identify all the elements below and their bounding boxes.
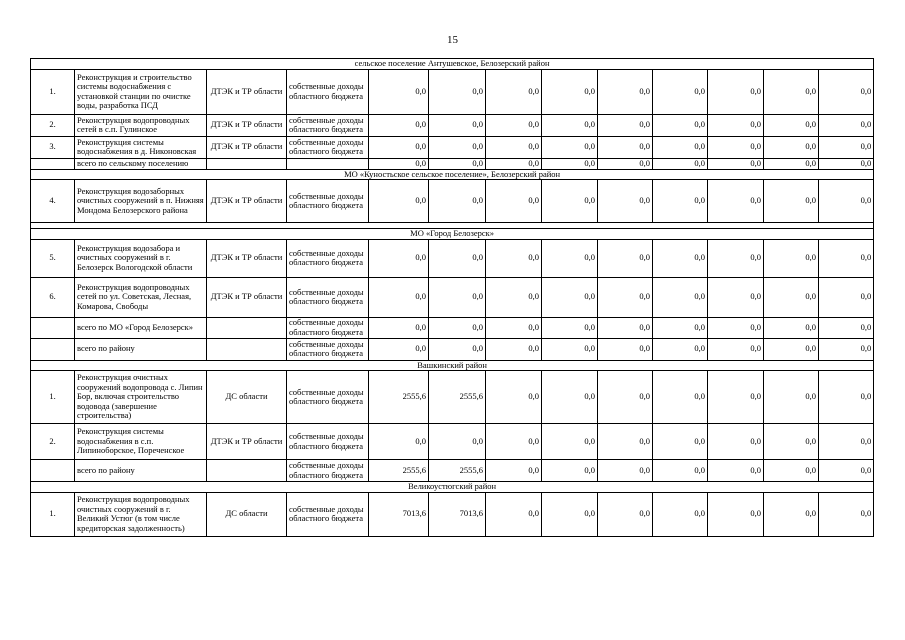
row-value: 0,0 <box>429 239 486 277</box>
row-value: 0,0 <box>708 180 764 223</box>
section-title: сельское поселение Антушевское, Белозерский район <box>31 59 874 70</box>
row-name: Реконструкция и строительство системы водоснабжения с установкой станции по очистке воды, разработка ПСД <box>75 69 207 114</box>
row-name: Реконструкция водозабора и очистных сооружений в г. Белозерск Вологодской области <box>75 239 207 277</box>
row-value: 0,0 <box>486 492 542 536</box>
row-value: 0,0 <box>369 136 429 158</box>
row-responsible: ДТЭК и ТР области <box>207 277 287 317</box>
row-value: 0,0 <box>819 69 874 114</box>
row-value: 0,0 <box>653 114 708 136</box>
row-value: 0,0 <box>598 317 653 338</box>
section-header-row <box>31 169 874 180</box>
row-funding-source: собственные доходы областного бюджета <box>287 277 369 317</box>
row-number: 4. <box>31 180 75 223</box>
row-name: Реконструкция системы водоснабжения в д. Никоновская <box>75 136 207 158</box>
row-value: 0,0 <box>542 158 598 169</box>
row-value: 2555,6 <box>369 371 429 424</box>
row-value: 0,0 <box>598 460 653 482</box>
row-value: 0,0 <box>653 69 708 114</box>
row-value: 0,0 <box>764 69 819 114</box>
row-value: 0,0 <box>542 114 598 136</box>
row-number <box>31 338 75 360</box>
row-responsible <box>207 338 287 360</box>
row-value: 0,0 <box>598 114 653 136</box>
table-row <box>31 371 874 424</box>
row-value: 0,0 <box>819 239 874 277</box>
table-row <box>31 239 874 277</box>
row-value: 0,0 <box>708 158 764 169</box>
row-value: 0,0 <box>369 180 429 223</box>
table-row <box>31 460 874 482</box>
row-value: 0,0 <box>486 239 542 277</box>
row-value: 0,0 <box>819 136 874 158</box>
row-number <box>31 158 75 169</box>
row-value: 0,0 <box>764 277 819 317</box>
row-value: 0,0 <box>764 424 819 460</box>
row-value: 0,0 <box>369 277 429 317</box>
row-value: 0,0 <box>369 114 429 136</box>
row-value: 0,0 <box>764 460 819 482</box>
row-value: 0,0 <box>429 277 486 317</box>
row-name: всего по району <box>75 338 207 360</box>
row-name: Реконструкция системы водоснабжения в с.п. Липиноборское, Пореченское <box>75 424 207 460</box>
row-funding-source: собственные доходы областного бюджета <box>287 180 369 223</box>
row-value: 0,0 <box>708 136 764 158</box>
table-row <box>31 114 874 136</box>
row-value: 0,0 <box>819 277 874 317</box>
row-value: 0,0 <box>542 338 598 360</box>
row-value: 0,0 <box>708 69 764 114</box>
row-value: 0,0 <box>369 239 429 277</box>
row-value: 0,0 <box>429 69 486 114</box>
row-value: 0,0 <box>598 239 653 277</box>
row-value: 0,0 <box>429 317 486 338</box>
row-responsible: ДС области <box>207 492 287 536</box>
section-title: МО «Город Белозерск» <box>31 229 874 240</box>
row-value: 0,0 <box>369 317 429 338</box>
row-value: 0,0 <box>369 158 429 169</box>
row-value: 0,0 <box>429 158 486 169</box>
row-name: всего по сельскому поселению <box>75 158 207 169</box>
row-value: 0,0 <box>819 460 874 482</box>
table-row <box>31 277 874 317</box>
row-value: 0,0 <box>486 136 542 158</box>
row-funding-source <box>287 158 369 169</box>
row-value: 0,0 <box>486 277 542 317</box>
row-value: 0,0 <box>653 158 708 169</box>
row-value: 2555,6 <box>429 371 486 424</box>
row-value: 0,0 <box>598 424 653 460</box>
row-name: Реконструкция очистных сооружений водопровода с. Липин Бор, включая строительство водовода (завершение строительства) <box>75 371 207 424</box>
row-value: 0,0 <box>708 317 764 338</box>
row-value: 0,0 <box>819 317 874 338</box>
row-funding-source: собственные доходы областного бюджета <box>287 239 369 277</box>
row-value: 0,0 <box>598 338 653 360</box>
row-funding-source: собственные доходы областного бюджета <box>287 460 369 482</box>
row-name: всего по МО «Город Белозерск» <box>75 317 207 338</box>
row-number: 5. <box>31 239 75 277</box>
row-value: 0,0 <box>653 424 708 460</box>
row-value: 2555,6 <box>369 460 429 482</box>
row-value: 7013,6 <box>369 492 429 536</box>
row-responsible <box>207 158 287 169</box>
row-responsible: ДТЭК и ТР области <box>207 69 287 114</box>
row-value: 0,0 <box>764 338 819 360</box>
row-value: 0,0 <box>764 317 819 338</box>
row-value: 0,0 <box>542 239 598 277</box>
row-responsible <box>207 460 287 482</box>
row-value: 0,0 <box>653 136 708 158</box>
row-value: 0,0 <box>653 338 708 360</box>
section-header-row <box>31 59 874 70</box>
section-title: Великоустюгский район <box>31 482 874 493</box>
row-value: 0,0 <box>764 114 819 136</box>
table-row <box>31 317 874 338</box>
row-value: 0,0 <box>486 69 542 114</box>
section-header-row <box>31 360 874 371</box>
row-value: 0,0 <box>708 424 764 460</box>
table-row <box>31 180 874 223</box>
row-value: 0,0 <box>542 136 598 158</box>
row-value: 0,0 <box>598 69 653 114</box>
row-value: 0,0 <box>598 371 653 424</box>
row-value: 0,0 <box>542 277 598 317</box>
row-value: 0,0 <box>819 158 874 169</box>
row-value: 0,0 <box>653 277 708 317</box>
row-value: 0,0 <box>369 424 429 460</box>
table-row <box>31 492 874 536</box>
row-name: Реконструкция водопроводных очистных сооружений в г. Великий Устюг (в том числе кредиторская задолженность) <box>75 492 207 536</box>
row-name: Реконструкция водопроводных сетей в с.п. Гулинское <box>75 114 207 136</box>
table-row <box>31 136 874 158</box>
row-value: 0,0 <box>542 317 598 338</box>
row-funding-source: собственные доходы областного бюджета <box>287 136 369 158</box>
row-value: 0,0 <box>653 180 708 223</box>
row-value: 0,0 <box>708 277 764 317</box>
table-row <box>31 69 874 114</box>
row-value: 0,0 <box>764 239 819 277</box>
row-value: 0,0 <box>819 338 874 360</box>
row-value: 0,0 <box>708 239 764 277</box>
budget-table <box>30 58 874 537</box>
row-value: 0,0 <box>708 114 764 136</box>
row-number: 1. <box>31 492 75 536</box>
row-funding-source: собственные доходы областного бюджета <box>287 371 369 424</box>
row-value: 0,0 <box>598 180 653 223</box>
row-value: 0,0 <box>708 338 764 360</box>
row-value: 0,0 <box>542 492 598 536</box>
row-value: 0,0 <box>819 492 874 536</box>
row-number <box>31 460 75 482</box>
row-number: 2. <box>31 114 75 136</box>
row-responsible: ДТЭК и ТР области <box>207 424 287 460</box>
row-value: 0,0 <box>542 460 598 482</box>
row-value: 0,0 <box>429 136 486 158</box>
table-row <box>31 158 874 169</box>
row-value: 0,0 <box>369 69 429 114</box>
row-number: 1. <box>31 69 75 114</box>
row-funding-source: собственные доходы областного бюджета <box>287 424 369 460</box>
row-value: 0,0 <box>653 371 708 424</box>
row-value: 0,0 <box>486 460 542 482</box>
row-value: 0,0 <box>542 180 598 223</box>
row-value: 0,0 <box>708 460 764 482</box>
row-value: 0,0 <box>819 114 874 136</box>
row-number: 1. <box>31 371 75 424</box>
row-value: 7013,6 <box>429 492 486 536</box>
row-responsible: ДТЭК и ТР области <box>207 239 287 277</box>
row-value: 0,0 <box>708 371 764 424</box>
row-value: 0,0 <box>486 424 542 460</box>
section-header-row <box>31 229 874 240</box>
row-number: 6. <box>31 277 75 317</box>
table-row <box>31 424 874 460</box>
row-value: 0,0 <box>598 136 653 158</box>
row-value: 0,0 <box>653 239 708 277</box>
row-value: 0,0 <box>764 180 819 223</box>
row-funding-source: собственные доходы областного бюджета <box>287 492 369 536</box>
row-value: 0,0 <box>542 69 598 114</box>
row-value: 0,0 <box>764 371 819 424</box>
row-name: всего по району <box>75 460 207 482</box>
row-value: 0,0 <box>653 460 708 482</box>
row-value: 0,0 <box>819 424 874 460</box>
row-value: 0,0 <box>429 180 486 223</box>
row-name: Реконструкция водозаборных очистных сооружений в п. Нижняя Мондома Белозерского района <box>75 180 207 223</box>
row-value: 0,0 <box>429 424 486 460</box>
row-value: 0,0 <box>598 277 653 317</box>
row-value: 0,0 <box>764 158 819 169</box>
row-responsible: ДС области <box>207 371 287 424</box>
section-title: МО «Куностьское сельское поселение», Белозерский район <box>31 169 874 180</box>
row-number <box>31 317 75 338</box>
row-value: 0,0 <box>429 338 486 360</box>
row-number: 3. <box>31 136 75 158</box>
row-name: Реконструкция водопроводных сетей по ул. Советская, Лесная, Комарова, Свободы <box>75 277 207 317</box>
section-title: Вашкинский район <box>31 360 874 371</box>
row-funding-source: собственные доходы областного бюджета <box>287 114 369 136</box>
page-number: 15 <box>447 34 458 46</box>
row-value: 0,0 <box>598 492 653 536</box>
row-value: 0,0 <box>764 136 819 158</box>
row-value: 0,0 <box>598 158 653 169</box>
row-value: 0,0 <box>486 158 542 169</box>
section-header-row <box>31 482 874 493</box>
row-value: 0,0 <box>542 371 598 424</box>
row-responsible: ДТЭК и ТР области <box>207 180 287 223</box>
row-value: 0,0 <box>819 180 874 223</box>
row-responsible <box>207 317 287 338</box>
row-value: 0,0 <box>486 317 542 338</box>
row-value: 0,0 <box>764 492 819 536</box>
row-funding-source: собственные доходы областного бюджета <box>287 69 369 114</box>
row-value: 0,0 <box>653 492 708 536</box>
row-responsible: ДТЭК и ТР области <box>207 114 287 136</box>
row-funding-source: собственные доходы областного бюджета <box>287 317 369 338</box>
row-number: 2. <box>31 424 75 460</box>
row-value: 0,0 <box>486 114 542 136</box>
row-value: 0,0 <box>369 338 429 360</box>
row-value: 0,0 <box>486 371 542 424</box>
row-value: 0,0 <box>429 114 486 136</box>
row-value: 0,0 <box>542 424 598 460</box>
row-value: 0,0 <box>819 371 874 424</box>
row-value: 2555,6 <box>429 460 486 482</box>
row-responsible: ДТЭК и ТР области <box>207 136 287 158</box>
row-value: 0,0 <box>486 180 542 223</box>
table-row <box>31 338 874 360</box>
row-value: 0,0 <box>486 338 542 360</box>
row-funding-source: собственные доходы областного бюджета <box>287 338 369 360</box>
row-value: 0,0 <box>653 317 708 338</box>
row-value: 0,0 <box>708 492 764 536</box>
